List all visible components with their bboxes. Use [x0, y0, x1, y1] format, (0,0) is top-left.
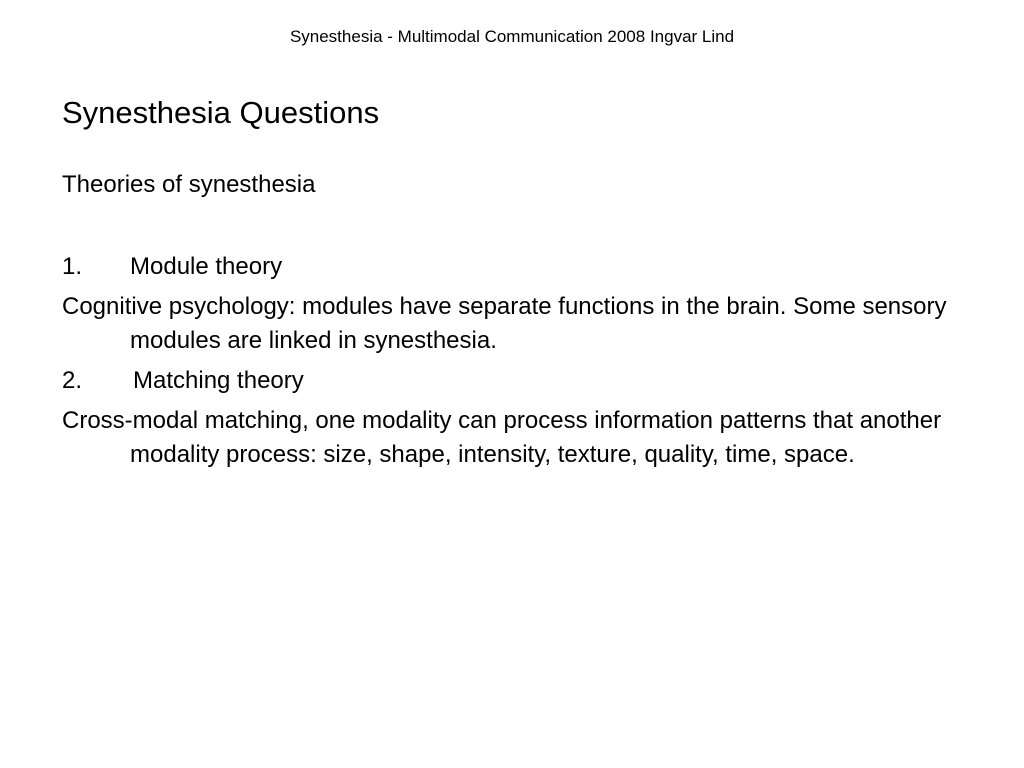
- intro-text: Theories of synesthesia: [62, 171, 316, 198]
- item-heading: Matching theory: [133, 367, 304, 394]
- item-description-1: Cognitive psychology: modules have separate functions in the brain. Some sensory modules are linked in synesthesia.: [62, 293, 947, 354]
- numbered-item-1: [62, 250, 962, 284]
- numbered-item-2: [62, 364, 962, 398]
- item-number: 1.: [62, 253, 83, 280]
- slide-content: [62, 168, 962, 472]
- slide-title: Synesthesia Questions: [62, 95, 380, 130]
- item-description-2: Cross-modal matching, one modality can process information patterns that another modality process: size, shape, intensity, texture, quality, time, space.: [62, 407, 942, 468]
- item-heading: Module theory: [130, 253, 283, 280]
- item-number: 2.: [62, 367, 83, 394]
- slide-header: Synesthesia - Multimodal Communication 2008 Ingvar Lind: [289, 27, 735, 46]
